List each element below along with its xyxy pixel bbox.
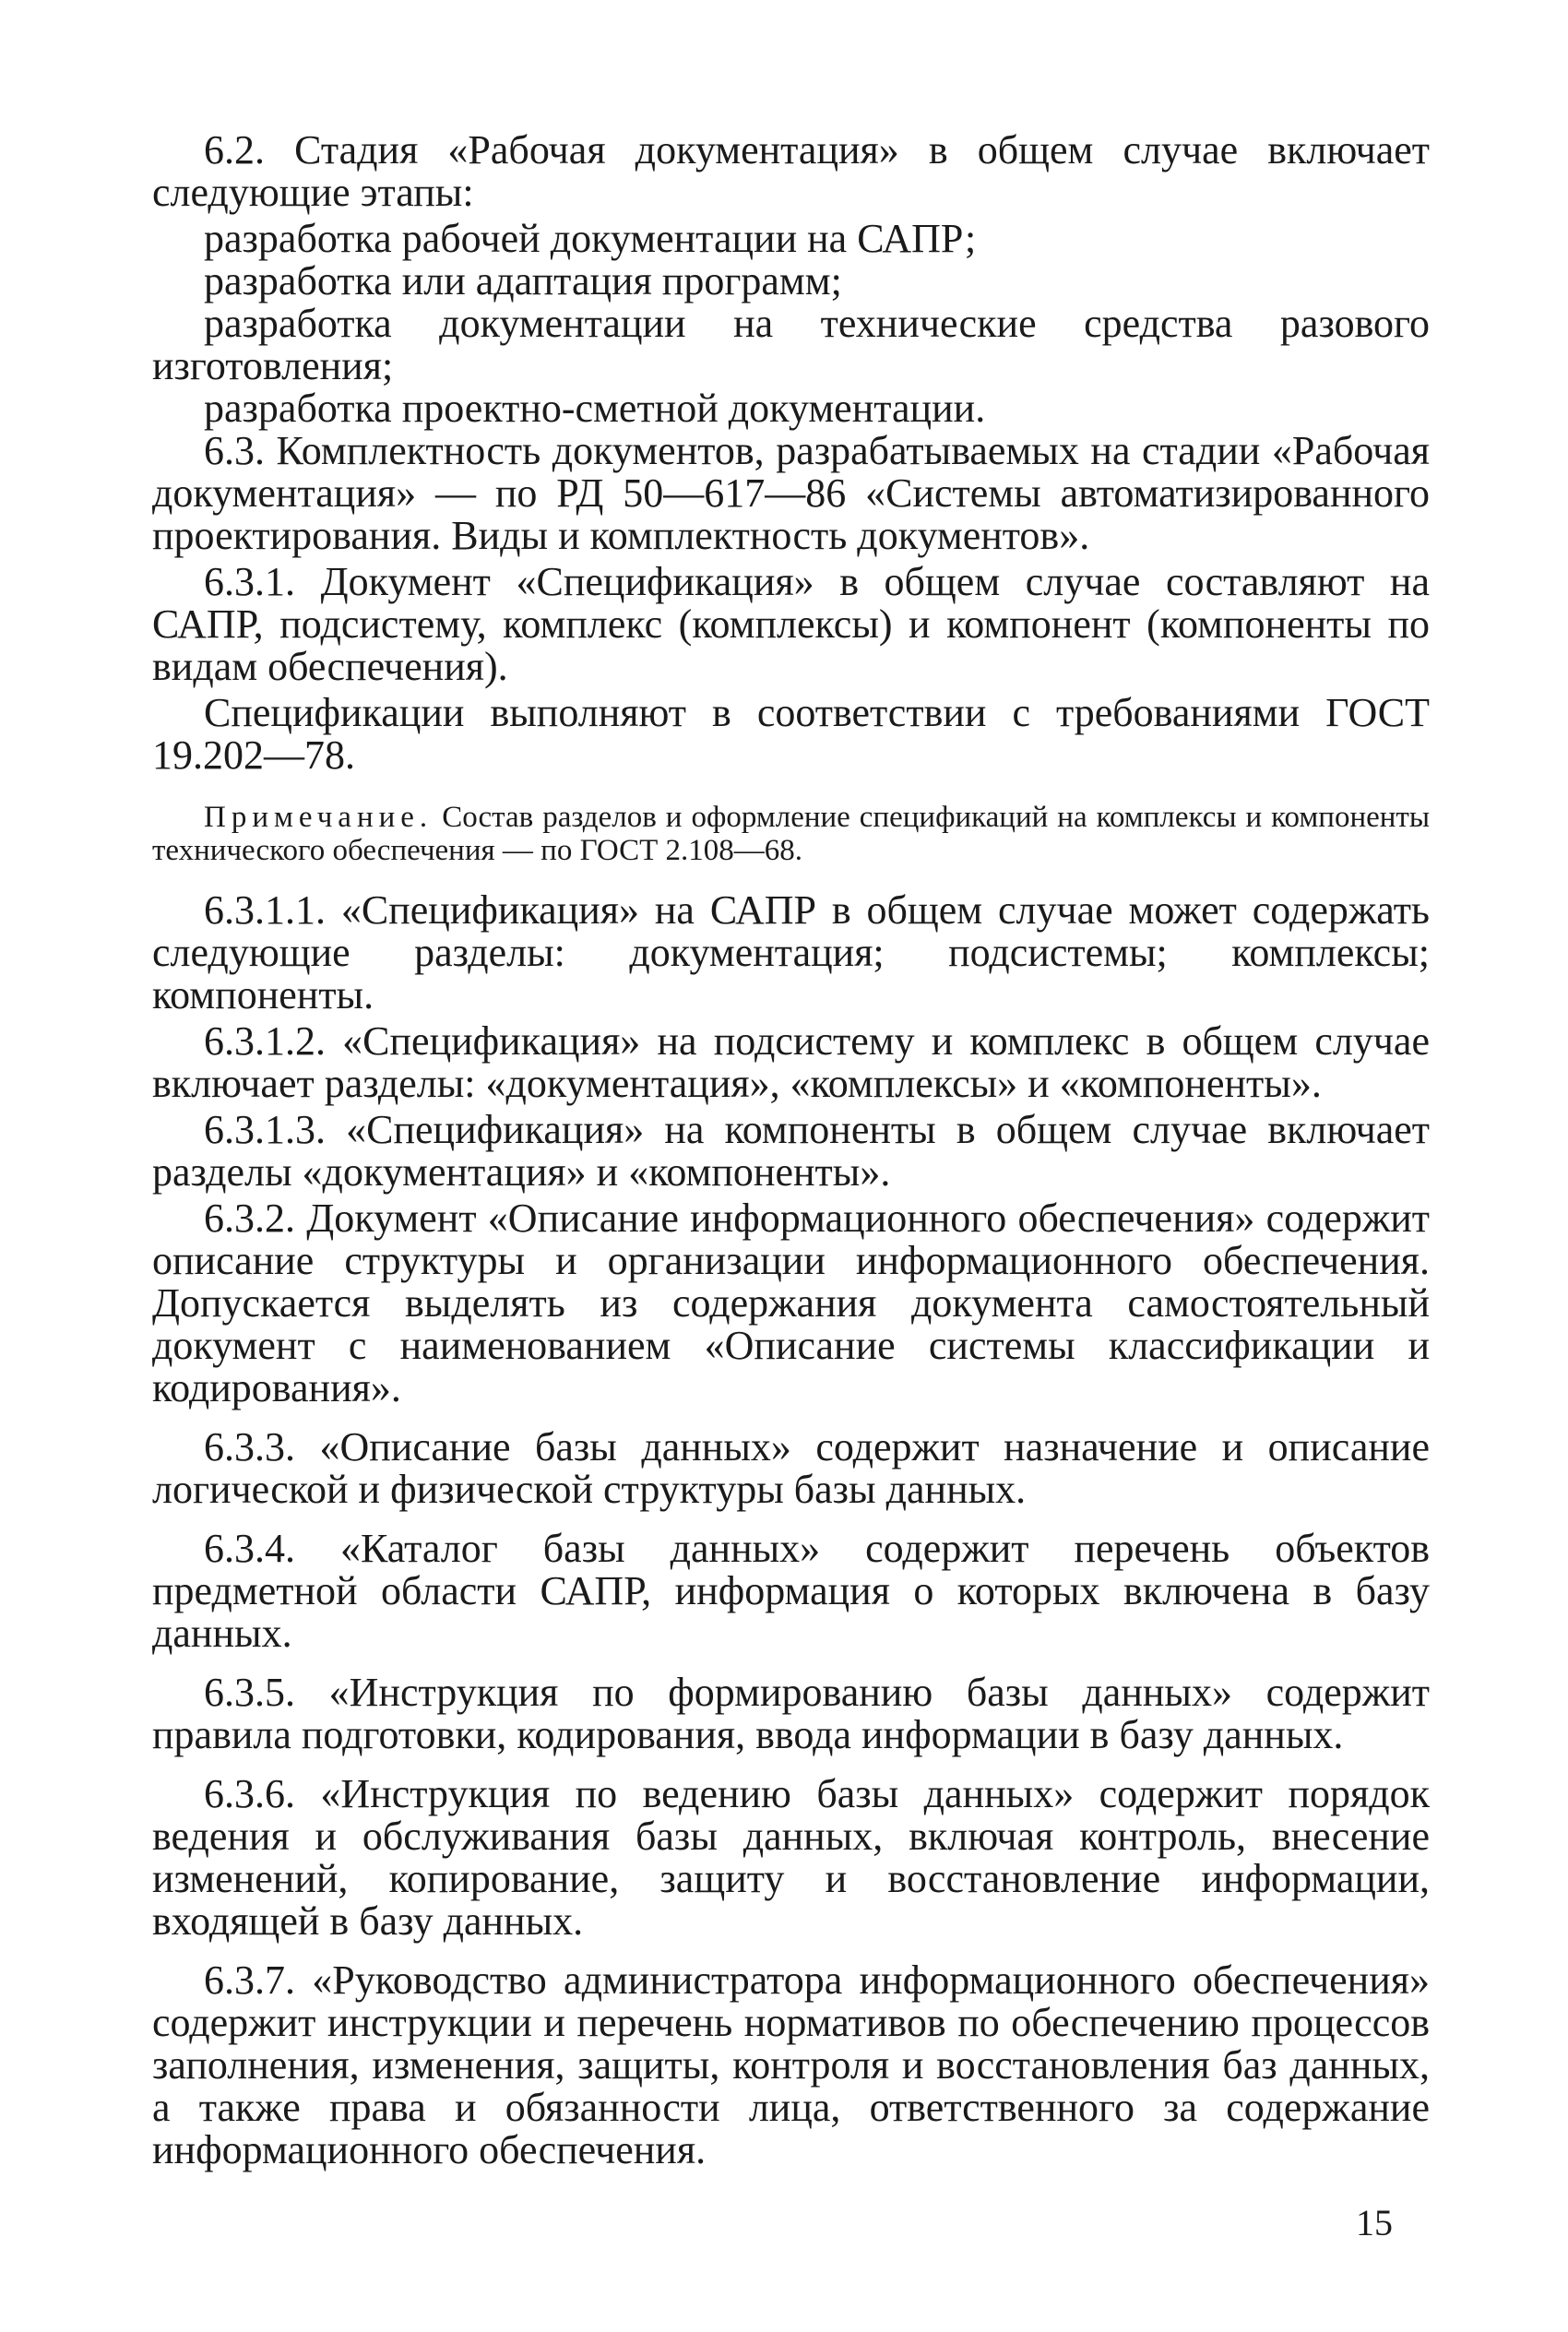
list-item: разработка документации на технические средства разового изготовления; — [152, 301, 1430, 388]
list-item: разработка или адаптация программ; — [204, 258, 842, 303]
note-label: Примечание. — [204, 801, 434, 834]
list-item: разработка проектно-сметной документации. — [204, 386, 986, 431]
spec-requirements: Спецификации выполняют в соответствии с требованиями ГОСТ 19.202—78. — [152, 690, 1430, 778]
section-6-3-1-2: 6.3.1.2. «Спецификация» на подсистему и комплекс в общем случае включает разделы: «документация», «комплексы» и «компоненты». — [152, 1018, 1430, 1106]
list-item: разработка рабочей документации на САПР; — [204, 216, 977, 261]
section-6-3: 6.3. Комплектность документов, разрабатываемых на стадии «Рабочая документация» — по РД 50—617—86 «Системы автоматизированного проектирования. Виды и комплектность документов». — [152, 428, 1430, 558]
section-6-3-3: 6.3.3. «Описание базы данных» содержит назначение и описание логической и физической структуры базы данных. — [152, 1424, 1430, 1512]
section-6-3-4: 6.3.4. «Каталог базы данных» содержит перечень объектов предметной области САПР, информация о которых включена в базу данных. — [152, 1526, 1430, 1656]
section-6-3-6: 6.3.6. «Инструкция по ведению базы данных» содержит порядок ведения и обслуживания базы данных, включая контроль, внесение изменений, копирование, защиту и восстановление информации, входящей в базу данных. — [152, 1771, 1430, 1944]
page-number: 15 — [1356, 2202, 1393, 2243]
section-6-3-1: 6.3.1. Документ «Спецификация» в общем случае составляют на САПР, подсистему, комплекс (комплексы) и компонент (компоненты по видам обеспечения). — [152, 559, 1430, 689]
note-paragraph — [152, 801, 1430, 867]
section-6-3-5: 6.3.5. «Инструкция по формированию базы данных» содержит правила подготовки, кодирования, ввода информации в базу данных. — [152, 1670, 1430, 1757]
section-6-3-1-3: 6.3.1.3. «Спецификация» на компоненты в общем случае включает разделы «документация» и «компоненты». — [152, 1107, 1430, 1195]
section-6-2-intro: 6.2. Стадия «Рабочая документация» в общем случае включает следующие этапы: — [152, 127, 1430, 215]
section-6-3-1-1: 6.3.1.1. «Спецификация» на САПР в общем случае может содержать следующие разделы: документация; подсистемы; комплексы; компоненты. — [152, 887, 1430, 1017]
section-6-3-7: 6.3.7. «Руководство администратора информационного обеспечения» содержит инструкции и перечень нормативов по обеспечению процессов заполнения, изменения, защиты, контроля и восстановления баз данных, а также права и обязанности лица, ответственного за содержание информационного обеспечения. — [152, 1957, 1430, 2172]
section-6-3-2: 6.3.2. Документ «Описание информационного обеспечения» содержит описание структуры и организации информационного обеспечения. Допускается выделять из содержания документа самостоятельный документ с наименованием «Описание системы классификации и кодирования». — [152, 1196, 1430, 1410]
note-text: Состав разделов и оформление спецификаций на комплексы и компоненты технического обеспечения — по ГОСТ 2.108—68. — [152, 801, 1431, 867]
text-column — [152, 129, 1430, 2175]
